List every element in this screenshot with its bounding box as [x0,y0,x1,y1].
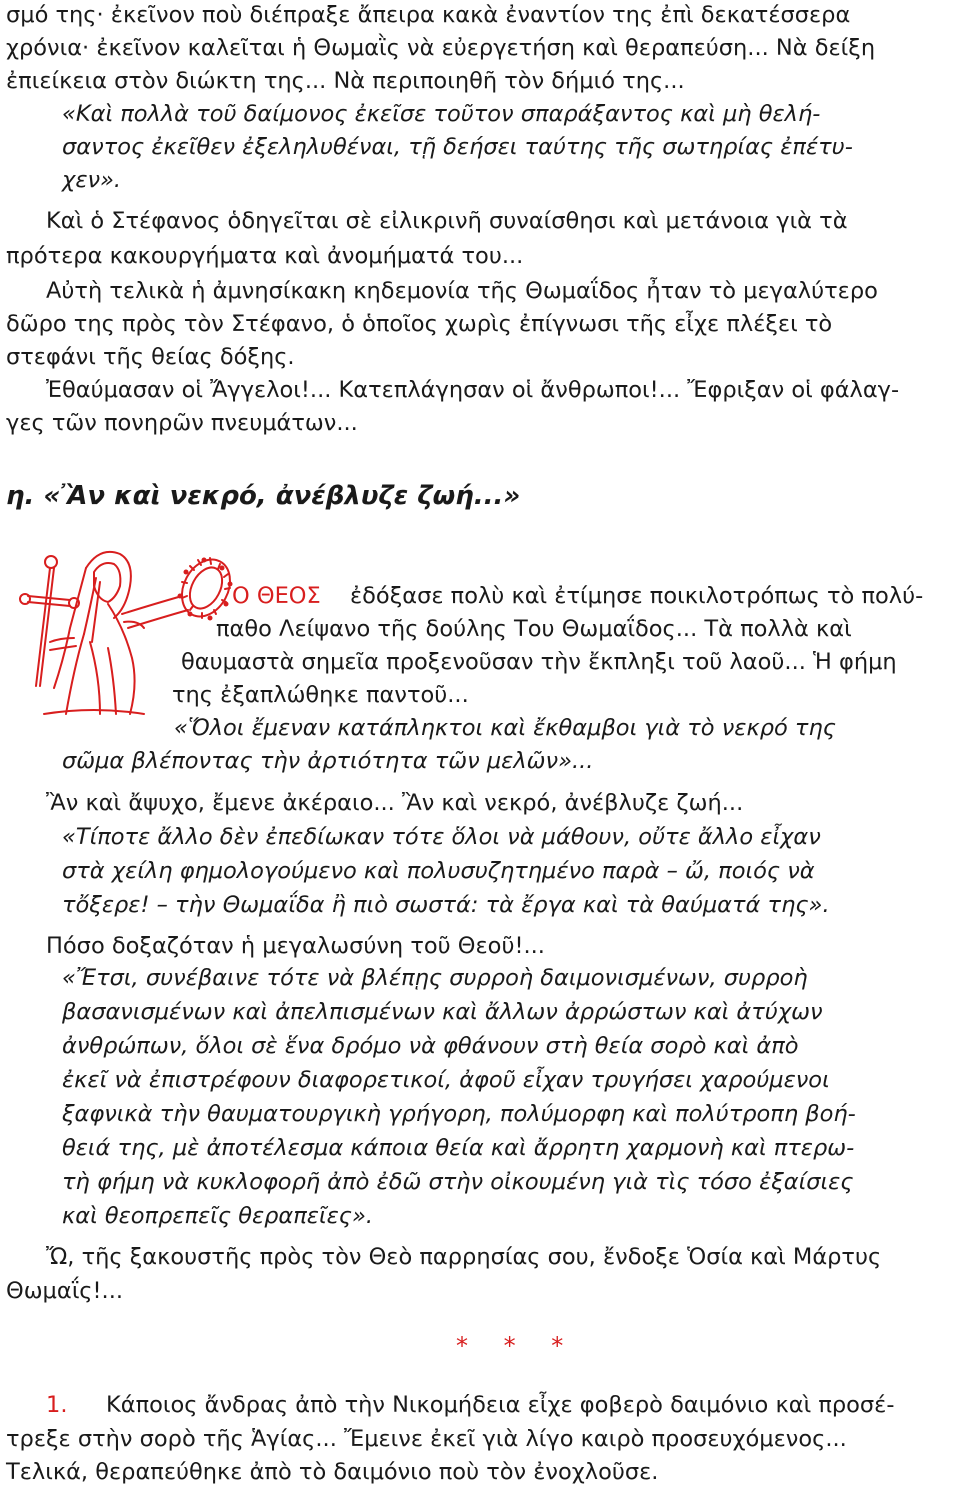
text-line: Ἂν καὶ ἄψυχο, ἔμενε ἀκέραιο... Ἂν καὶ νεκρό, ἀνέβλυζε ζωή... [46,790,744,816]
quote-line: ξαφνικὰ τὴν θαυματουργικὴ γρήγορη, πολύμορφη καὶ πολύτροπη βοή- [62,1101,856,1127]
quote-line: θειά της, μὲ ἀποτέλεσμα κάποια θεία καὶ ἄρρητη χαρμονὴ καὶ πτερω- [62,1135,855,1161]
text-line: Κάποιος ἄνδρας ἀπὸ τὴν Νικομήδεια εἶχε φοβερὸ δαιμόνιο καὶ προσέ- [106,1392,895,1418]
quote-line: «Ὅλοι ἔμεναν κατάπληκτοι καὶ ἔκθαμβοι γιὰ τὸ νεκρό της [174,715,836,741]
text-line: στεφάνι τῆς θείας δόξης. [6,344,295,370]
text-line: δῶρο της πρὸς τὸν Στέφανο, ὁ ὁποῖος χωρὶς ἐπίγνωσι τῆς εἶχε πλέξει τὸ [6,311,833,337]
quote-line: ἐκεῖ νὰ ἐπιστρέφουν διαφορετικοί, ἀφοῦ εἶχαν τρυγήσει χαρούμενοι [62,1067,830,1093]
text-line: ἐπιείκεια στὸν διώκτη της... Νὰ περιποιηθῆ τὸν δήμιό της... [6,68,685,94]
quote-line: στὰ χείλη φημολογούμενο καὶ πολυσυζητημένο παρὰ – ὤ, ποιός νὰ [62,858,815,884]
quote-line: σῶμα βλέποντας τὴν ἀρτιότητα τῶν μελῶν»... [62,748,594,774]
text-line: πρότερα κακουργήματα καὶ ἀνομήματά του... [6,243,524,269]
quote-line: καὶ θεοπρεπεῖς θεραπεῖες». [62,1203,373,1229]
text-line: τρεξε στὴν σορὸ τῆς Ἁγίας... Ἔμεινε ἐκεῖ γιὰ λίγο καιρὸ προσευχόμενος... [6,1426,847,1452]
text-line: Θωμαΐς!... [6,1278,123,1304]
drop-cap: Ο ΘΕΟΣ [232,583,321,609]
quote-line: σαντος ἐκεῖθεν ἐξεληλυθέναι, τῇ δεήσει ταύτης τῆς σωτηρίας ἐπέτυ- [62,134,853,160]
quote-line: ἀνθρώπων, ὅλοι σὲ ἕνα δρόμο νὰ φθάνουν στὴ θεία σορὸ καὶ ἀπὸ [62,1033,799,1059]
text-line: Ὤ, τῆς ξακουστῆς πρὸς τὸν Θεὸ παρρησίας σου, ἔνδοξε Ὁσία καὶ Μάρτυς [46,1244,882,1270]
text-line: χρόνια· ἐκεῖνον καλεῖται ἡ Θωμαῒς νὰ εὐεργετήση καὶ θεραπεύση... Νὰ δείξη [6,35,876,61]
quote-line: τὄξερε! – τὴν Θωμαΐδα ἢ πιὸ σωστά: τὰ ἔργα καὶ τὰ θαύματά της». [62,892,830,918]
text-line: Αὐτὴ τελικὰ ἡ ἀμνησίκακη κηδεμονία τῆς Θωμαΐδος ἦταν τὸ μεγαλύτερο [46,278,878,304]
text-line: Πόσο δοξαζόταν ἡ μεγαλωσύνη τοῦ Θεοῦ!... [46,933,545,959]
section-divider: * * * [456,1332,578,1360]
quote-line: «Ἔτσι, συνέβαινε τότε νὰ βλέπῃς συρροὴ δαιμονισμένων, συρροὴ [62,965,808,991]
text-line: θαυμαστὰ σημεῖα προξενοῦσαν τὴν ἔκπληξι τοῦ λαοῦ... Ἡ φήμη [181,649,897,675]
quote-line: «Καὶ πολλὰ τοῦ δαίμονος ἐκεῖσε τοῦτον σπαράξαντος καὶ μὴ θελή- [62,101,821,127]
quote-line: βασανισμένων καὶ ἀπελπισμένων καὶ ἄλλων ἀρρώστων καὶ ἀτύχων [62,999,823,1025]
text-line: ἐδόξασε πολὺ καὶ ἐτίμησε ποικιλοτρόπως τὸ πολύ- [350,583,924,609]
text-line: Τελικά, θεραπεύθηκε ἀπὸ τὸ δαιμόνιο ποὺ τὸν ἐνοχλοῦσε. [6,1459,659,1485]
section-heading: η. «Ἂν καὶ νεκρό, ἀνέβλυζε ζωή...» [6,481,521,511]
quote-line: χεν». [62,167,122,193]
text-line: παθο Λείψανο τῆς δούλης Του Θωμαΐδος... Τὰ πολλὰ καὶ [216,616,852,642]
quote-line: τὴ φήμη νὰ κυκλοφορῆ ἀπὸ ἐδῶ στὴν οἰκουμένη γιὰ τὶς τόσο ἐξαίσιες [62,1169,854,1195]
text-line: Καὶ ὁ Στέφανος ὁδηγεῖται σὲ εἰλικρινῆ συναίσθησι καὶ μετάνοια γιὰ τὰ [46,208,848,234]
text-line: γες τῶν πονηρῶν πνευμάτων... [6,410,358,436]
text-line: της ἐξαπλώθηκε παντοῦ... [172,682,469,708]
text-line: Ἐθαύμασαν οἱ Ἄγγελοι!... Κατεπλάγησαν οἱ ἄνθρωποι!... Ἔφριξαν οἱ φάλαγ- [46,377,900,403]
text-line: σμό της· ἐκεῖνον ποὺ διέπραξε ἄπειρα κακὰ ἐναντίον της ἐπὶ δεκατέσσερα [6,2,851,28]
quote-line: «Τίποτε ἄλλο δὲν ἐπεδίωκαν τότε ὅλοι νὰ μάθουν, οὔτε ἄλλο εἶχαν [62,824,821,850]
note-number: 1. [46,1392,68,1418]
